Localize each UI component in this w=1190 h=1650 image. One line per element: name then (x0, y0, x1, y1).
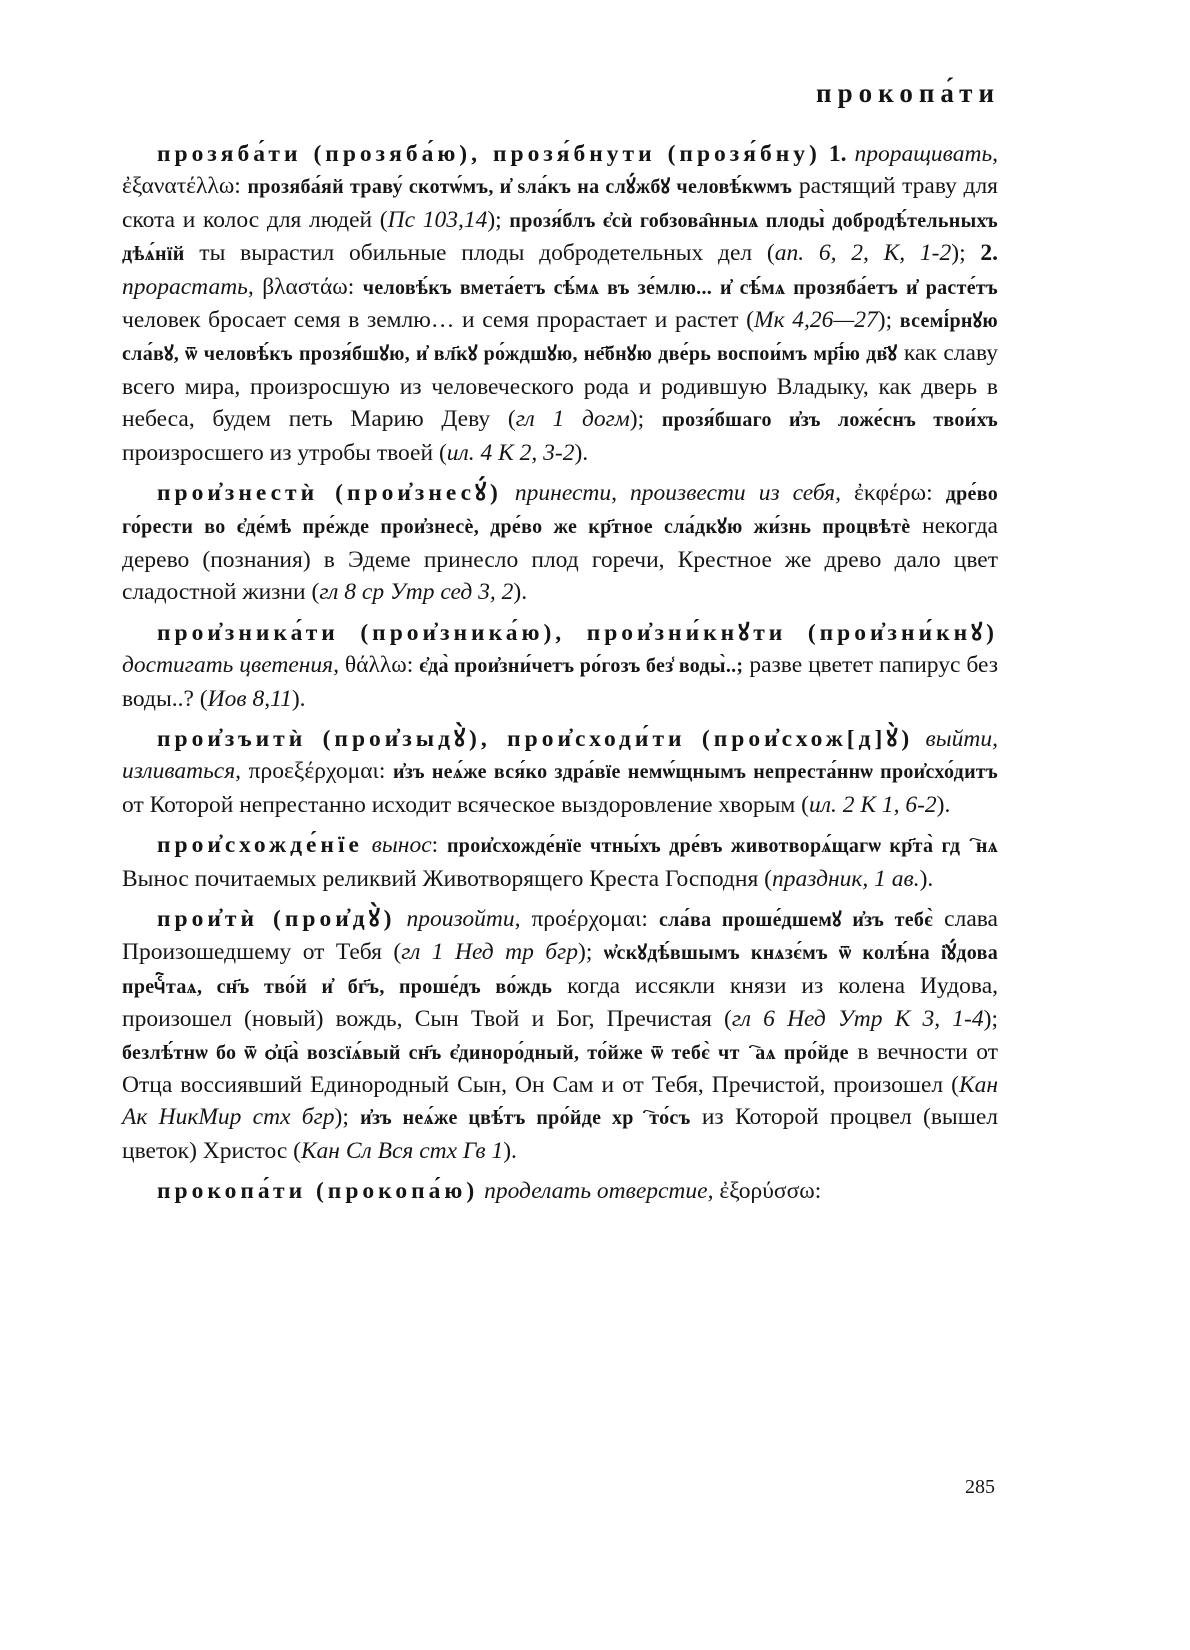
italic-gloss: проращивать, (846, 141, 999, 167)
dictionary-entry (122, 477, 998, 609)
italic-gloss: вынос (362, 832, 432, 859)
church-slavonic-quote: прозяба́яй траву́ скотѡ́мъ, и҆ ѕла́къ на слꙋ́жбꙋ человѣ́кѡмъ (247, 176, 793, 199)
russian-text: произросшего из утробы твоей ( (122, 439, 447, 466)
italic-gloss: ил. 2 К 1, 6-2 (808, 791, 937, 818)
greek-equivalent: ἐκφέρω: (854, 480, 946, 507)
russian-text: растящий траву для скота и колос для людей ( (122, 173, 998, 233)
greek-equivalent: προέρχομαι: (531, 905, 659, 932)
russian-text: ты вырастил обильные плоды добродетельных дел ( (184, 240, 775, 267)
italic-gloss: прорастать, (122, 273, 263, 300)
church-slavonic-quote: прозя́блъ є҆сѝ гобзова̑нныѧ плоды̀ добродѣ́тельныхъ дѣѧ́нїй (122, 209, 999, 266)
page-number: 285 (965, 1476, 995, 1498)
italic-gloss: Кан Ак НикМир стх бгр (122, 1071, 998, 1131)
dictionary-entry (122, 617, 998, 715)
russian-text: : (431, 832, 447, 859)
russian-text: ). (919, 865, 934, 892)
church-slavonic-quote: є҆да̀ прои҆зни́четъ ро́гозъ без̾ воды̀..; (419, 655, 744, 678)
greek-equivalent: θάλλω: (344, 652, 420, 679)
dictionary-entry (122, 829, 998, 895)
russian-text: в вечности от Отца воссиявший Единородный Сын, Он Сам и от Тебя, Пречистой, произошел ( (122, 1038, 998, 1098)
italic-gloss: Пс 103,14 (387, 206, 488, 233)
italic-gloss: выйти, изливаться, (122, 725, 998, 785)
headword: прои҆зника́ти (прои҆зника́ю), прои҆зни́кнꙋти (прои҆зни́кнꙋ) (157, 619, 998, 646)
russian-text: от Которой непрестанно исходит всяческое выздоровление хворым ( (122, 791, 809, 818)
headword: прокопа́ти (прокопа́ю) (157, 1178, 479, 1205)
italic-gloss: праздник, 1 ав. (771, 865, 920, 892)
sense-number: 1. (828, 141, 847, 167)
church-slavonic-quote: человѣ́къ вмета́етъ сѣ́мѧ въ зе́млю... и҆ сѣ́мѧ прозяба́етъ и҆ расте́тъ (362, 276, 998, 299)
headword: прои҆тѝ (прои҆дꙋ̀) (157, 905, 396, 932)
church-slavonic-quote: ѡ҆скꙋдѣ́вшымъ кнѧзє́мъ ѿ колѣ́на і҆ꙋ́дова пречⷭ҇таѧ, сн҃ъ тво́й и҆ бг҃ъ, проше́дъ во́ждь (122, 942, 998, 998)
russian-text: ); (487, 206, 510, 233)
headword: прои҆зъитѝ (прои҆зыдꙋ̀), прои҆сходи́ти (прои҆схож[д]ꙋ̀) (157, 725, 914, 752)
greek-equivalent: βλαστάω: (262, 273, 363, 300)
russian-text: как славу всего мира, произросшую из человеческого рода и родившую Владыку, как дверь в небеса, будем петь Марию Деву ( (122, 340, 998, 433)
russian-text: ); (578, 939, 604, 966)
russian-text: ); (877, 307, 900, 334)
russian-text: Вынос почитаемых реликвий Животворящего Креста Господня ( (122, 865, 772, 892)
russian-text: ); (334, 1104, 361, 1131)
italic-gloss: гл 6 Нед Утр К 3, 1-4 (731, 1006, 984, 1033)
italic-gloss: Мк 4,26—27 (754, 307, 878, 334)
greek-equivalent: ἐξανατέλλω: (122, 173, 248, 200)
sense-number: 2. (980, 240, 998, 267)
greek-equivalent: προεξέρχομαι: (248, 758, 393, 785)
greek-equivalent: ἐξορύσσω: (719, 1178, 822, 1205)
italic-gloss: принести, произвести из себя, (501, 480, 854, 507)
dictionary-entry (122, 723, 998, 821)
headword: прои҆схожде́нїе (157, 832, 363, 859)
headword: прозяба́ти (прозяба́ю), прозя́бнути (прозя́бну) (157, 141, 821, 167)
church-slavonic-quote: прои҆схожде́нїе чтны́хъ дре́въ животворѧ́щагѡ кр҃та̀ гдⷭ҇нѧ (446, 835, 999, 858)
russian-text: слава Произошедшему от Тебя ( (122, 905, 998, 966)
running-head: прокопа́ти (816, 78, 1000, 108)
russian-text: человек бросает семя в землю… и семя прорастает и растет ( (122, 307, 754, 334)
church-slavonic-quote: и҆зъ неѧ́же вся́ко здра́вїе немѡ́щнымъ непреста́ннѡ прои҆схо́дитъ (393, 761, 998, 784)
church-slavonic-quote: прозя́бшаго и҆зъ ложе́снъ твои́хъ (661, 409, 998, 432)
church-slavonic-quote: и҆зъ неѧ́же цвѣ́тъ про́йде хрⷭ҇то́съ (360, 1107, 691, 1130)
italic-gloss: гл 1 догм (515, 406, 630, 433)
church-slavonic-quote: безлѣ́тнѡ бо ѿ ѻ҆ц҃а̀ возсїѧ́вый сн҃ъ є҆диноро́дный, то́йже ѿ тебє̀ чтⷭ҇аѧ про́йде (122, 1041, 849, 1064)
russian-text: ). (291, 685, 306, 712)
russian-text: из Которой процвел (вышел цветок) Христос ( (122, 1104, 998, 1164)
russian-text: разве цветет папирус без воды..? ( (122, 652, 998, 712)
italic-gloss: ил. 4 К 2, 3-2 (446, 439, 575, 466)
russian-text: когда иссякли князи из колена Иудова, произошел (новый) вождь, Сын Твой и Бог, Пречистая ( (122, 972, 998, 1033)
church-slavonic-quote: всемі́рнꙋю сла́вꙋ, ѿ человѣ́къ прозя́бшꙋю, и҆ вл҃кꙋ ро́ждшꙋю, не҃бнꙋю две́рь воспои́мъ мр҃і́ю дв҃ꙋ (122, 310, 998, 366)
dictionary-entry (122, 903, 998, 1167)
italic-gloss: гл 8 ср Утр сед 3, 2 (319, 579, 514, 606)
church-slavonic-quote: сла́ва проше́дшемꙋ и҆зъ тебє̀ (658, 908, 934, 931)
italic-gloss: Иов 8,11 (207, 685, 292, 712)
russian-text: ); (983, 1006, 998, 1033)
headword: прои҆знестѝ (прои҆знесꙋ́) (157, 480, 502, 507)
russian-text: некогда дерево (познания) в Эдеме принесло плод горечи, Крестное же древо дало цвет сладостной жизни ( (122, 513, 998, 606)
russian-text: ); (951, 240, 981, 267)
russian-text: ). (513, 579, 528, 606)
italic-gloss: произойти, (395, 905, 532, 932)
russian-text: ). (503, 1137, 517, 1164)
italic-gloss: достигать цветения, (122, 652, 345, 679)
russian-text: ); (629, 406, 662, 433)
russian-text: ). (936, 791, 951, 818)
italic-gloss: проделать отверстие, (478, 1178, 720, 1205)
italic-gloss: гл 1 Нед тр бгр (401, 939, 579, 966)
entries-list (122, 138, 998, 1216)
italic-gloss: ап. 6, 2, К, 1-2 (774, 240, 952, 267)
dictionary-entry (122, 1175, 998, 1207)
italic-gloss: Кан Сл Вся стх Гв 1 (300, 1137, 504, 1164)
russian-text (821, 141, 829, 167)
russian-text: ). (574, 439, 589, 466)
church-slavonic-quote: дре́во го́рести во є҆де́мѣ пре́жде прои҆знесѐ, дре́во же кр҃тное сла́дкꙋю жи́знь процвѣтѐ (122, 483, 998, 539)
dictionary-entry (122, 138, 998, 469)
